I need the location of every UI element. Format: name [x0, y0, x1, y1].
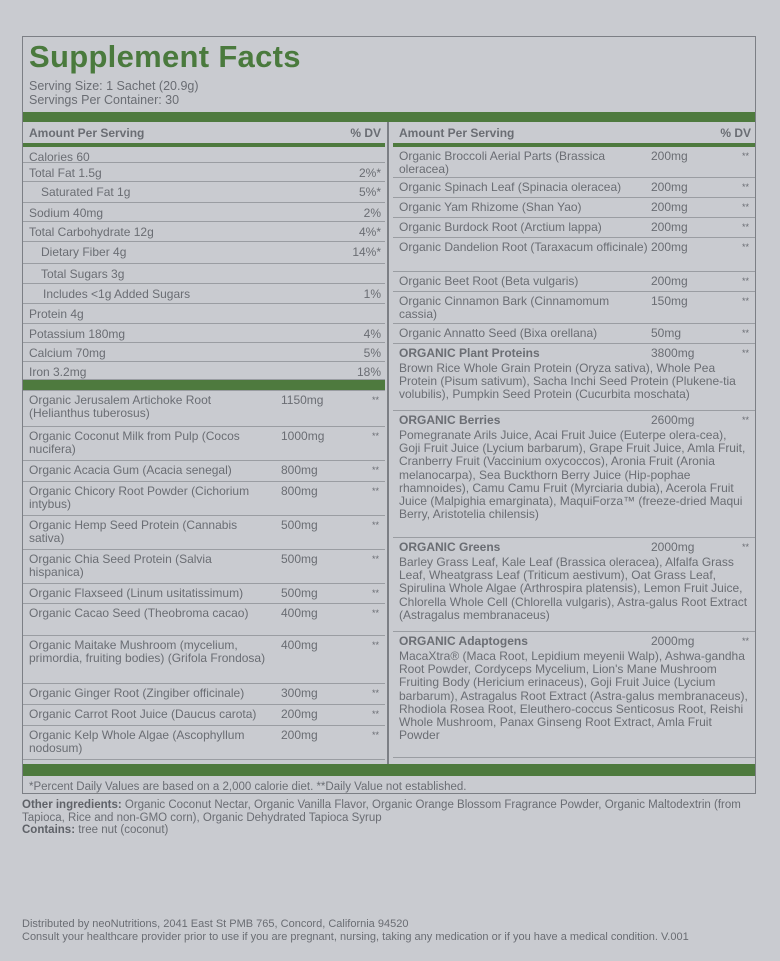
servings-per-container: Servings Per Container: 30: [29, 93, 180, 107]
ingredient-row: [23, 516, 385, 550]
nutrient-row: [23, 147, 385, 163]
blend-amount: 2000mg: [651, 540, 695, 554]
nutrient-row: [23, 242, 385, 264]
ingredient-name: Organic Acacia Gum (Acacia senegal): [29, 463, 232, 477]
nutrient-row: [23, 324, 385, 343]
dv-heading: % DV: [720, 126, 751, 140]
ingredient-name: Organic Beet Root (Beta vulgaris): [399, 274, 579, 288]
panel-title: Supplement Facts: [29, 39, 301, 74]
ingredient-row: [23, 726, 385, 760]
right-column-header: [393, 122, 755, 147]
ingredient-name: Organic Spinach Leaf (Spinacia oleracea): [399, 180, 622, 194]
blend-dv-marker: **: [741, 542, 749, 552]
nutrient-dv: 5%*: [358, 185, 381, 199]
nutrient-dv: 18%: [356, 365, 381, 379]
ingredient-amount: 500mg: [281, 586, 318, 600]
header-bar: [23, 112, 755, 122]
ingredient-amount: 300mg: [281, 686, 318, 700]
other-ingredients-label: Other ingredients:: [22, 799, 122, 811]
ingredient-dv-marker: **: [371, 608, 379, 618]
ingredient-row: [23, 482, 385, 516]
ingredient-row: [393, 198, 755, 218]
ingredient-row: [23, 550, 385, 584]
blend-block: [393, 632, 755, 758]
ingredient-row: [393, 147, 755, 178]
blend-block: [393, 538, 755, 632]
serving-size: Serving Size: 1 Sachet (20.9g): [29, 79, 199, 93]
nutrient-row: [23, 163, 385, 182]
ingredient-amount: 1150mg: [281, 393, 324, 407]
nutrient-dv: 5%: [363, 346, 381, 360]
left-column-header: [23, 122, 385, 147]
nutrient-dv: 4%: [363, 327, 381, 341]
other-ingredients-text: Organic Coconut Nectar, Organic Vanilla Flavor, Organic Orange Blossom Fragrance Powder, Organic Maltodextrin (from Tapioca, Rice and non-GMO corn), Organic Dehydrated Tapioca Syrup: [22, 799, 741, 824]
blend-block: [393, 411, 755, 538]
nutrient-row: [23, 304, 385, 324]
ingredient-amount: 50mg: [651, 326, 682, 340]
blend-name: ORGANIC Greens: [399, 540, 501, 554]
ingredient-row: [23, 461, 385, 482]
contains-text: tree nut (coconut): [75, 824, 169, 836]
ingredient-row: [393, 324, 755, 344]
blend-description: Barley Grass Leaf, Kale Leaf (Brassica oleracea), Alfalfa Grass Leaf, Wheatgrass Leaf (Triticum aestivum), Oat Grass Leaf, Spirulina Whole Algae (Arthrospira platensis), Lemon Fruit Juice, Chlorella Whole Cell (Chlorella vulgaris), Astra-galus Root Extract (Astragalus membranaceus): [399, 555, 748, 622]
ingredient-dv-marker: **: [371, 486, 379, 496]
left-column: [23, 122, 385, 760]
nutrient-list: [23, 147, 385, 380]
ingredient-name: Organic Cacao Seed (Theobroma cacao): [29, 606, 249, 620]
nutrient-name: Saturated Fat 1g: [41, 185, 131, 199]
ingredient-row: [23, 391, 385, 427]
ingredient-name: Organic Kelp Whole Algae (Ascophyllum nodosum): [29, 728, 245, 755]
blend-header: [399, 541, 749, 555]
ingredient-dv-marker: **: [741, 276, 749, 286]
blend-header: [399, 414, 749, 428]
column-divider: [387, 122, 389, 764]
nutrient-name: Total Fat 1.5g: [29, 166, 102, 180]
ingredient-dv-marker: **: [741, 202, 749, 212]
blend-amount: 2000mg: [651, 634, 695, 648]
footer-bar: [23, 764, 755, 776]
ingredient-dv-marker: **: [371, 588, 379, 598]
nutrient-name: Calcium 70mg: [29, 346, 106, 360]
ingredient-row: [393, 218, 755, 238]
nutrient-dv: 2%: [363, 206, 381, 220]
nutrient-row: [23, 264, 385, 284]
ingredient-amount: 500mg: [281, 552, 318, 566]
ingredient-row: [393, 238, 755, 272]
blend-description: Brown Rice Whole Grain Protein (Oryza sativa), Whole Pea Protein (Pisum sativum), Sacha Inchi Seed Protein (Plukene-tia volubilis), Pumpkin Seed Protein (Cucurbita moschata): [399, 361, 736, 402]
ingredient-name: Organic Coconut Milk from Pulp (Cocos nucifera): [29, 429, 240, 456]
blend-dv-marker: **: [741, 348, 749, 358]
ingredient-dv-marker: **: [371, 554, 379, 564]
ingredient-amount: 1000mg: [281, 429, 325, 443]
ingredient-dv-marker: **: [371, 730, 379, 740]
right-column: [393, 122, 755, 758]
nutrient-name: Includes <1g Added Sugars: [43, 287, 191, 301]
blend-amount: 2600mg: [651, 413, 695, 427]
ingredient-name: Organic Chia Seed Protein (Salvia hispanica): [29, 552, 212, 579]
blend-dv-marker: **: [741, 636, 749, 646]
nutrient-row: [23, 222, 385, 242]
ingredient-amount: 200mg: [281, 707, 318, 721]
nutrient-row: [23, 203, 385, 222]
ingredient-name: Organic Dandelion Root (Taraxacum officinale): [399, 240, 648, 254]
nutrient-row: [23, 343, 385, 362]
nutrient-name: Protein 4g: [29, 307, 84, 321]
distribution-info: [22, 918, 762, 944]
ingredient-amount: 200mg: [651, 180, 688, 194]
ingredient-name: Organic Burdock Root (Arctium lappa): [399, 220, 602, 234]
right-ingredient-list: [393, 147, 755, 344]
ingredient-amount: 200mg: [651, 274, 688, 288]
blend-name: ORGANIC Plant Proteins: [399, 346, 540, 360]
nutrient-name: Total Sugars 3g: [41, 267, 125, 281]
nutrient-name: Iron 3.2mg: [29, 365, 87, 379]
ingredient-name: Organic Flaxseed (Linum usitatissimum): [29, 586, 244, 600]
ingredient-row: [393, 178, 755, 198]
blend-header: [399, 347, 749, 361]
ingredient-dv-marker: **: [371, 465, 379, 475]
ingredient-name: Organic Ginger Root (Zingiber officinale): [29, 686, 245, 700]
nutrient-row: [23, 284, 385, 304]
ingredient-name: Organic Yam Rhizome (Shan Yao): [399, 200, 582, 214]
blend-dv-marker: **: [741, 415, 749, 425]
ingredient-dv-marker: **: [371, 709, 379, 719]
blend-header: [399, 635, 749, 649]
distributor-line: Distributed by neoNutritions, 2041 East St PMB 765, Concord, California 94520: [22, 918, 409, 930]
ingredient-name: Organic Hemp Seed Protein (Cannabis sativa): [29, 518, 238, 545]
consult-warning: Consult your healthcare provider prior to use if you are pregnant, nursing, taking any medication or if you have a medical condition. V.001: [22, 931, 689, 943]
ingredient-dv-marker: **: [371, 431, 379, 441]
ingredient-row: [23, 427, 385, 461]
nutrient-dv: 2%*: [358, 166, 381, 180]
ingredient-dv-marker: **: [741, 242, 749, 252]
ingredient-dv-marker: **: [741, 222, 749, 232]
ingredient-amount: 400mg: [281, 606, 318, 620]
blend-name: ORGANIC Berries: [399, 413, 501, 427]
ingredient-amount: 200mg: [651, 149, 688, 163]
blend-name: ORGANIC Adaptogens: [399, 634, 528, 648]
nutrient-name: Total Carbohydrate 12g: [29, 225, 154, 239]
section-divider-bar: [23, 380, 385, 391]
blend-block: [393, 344, 755, 411]
nutrient-dv: 4%*: [358, 225, 381, 239]
amount-per-serving-heading: Amount Per Serving: [29, 126, 145, 140]
ingredient-name: Organic Maitake Mushroom (mycelium, primordia, fruiting bodies) (Grifola Frondosa): [29, 638, 266, 665]
ingredient-name: Organic Cinnamon Bark (Cinnamomum cassia): [399, 294, 610, 321]
nutrient-name: Calories 60: [29, 150, 90, 164]
ingredient-amount: 200mg: [651, 200, 688, 214]
contains-label: Contains:: [22, 824, 76, 836]
ingredient-row: [23, 636, 385, 684]
ingredient-dv-marker: **: [741, 151, 749, 161]
ingredient-dv-marker: **: [371, 640, 379, 650]
nutrient-name: Dietary Fiber 4g: [41, 245, 127, 259]
ingredient-dv-marker: **: [741, 182, 749, 192]
blend-description: MacaXtra® (Maca Root, Lepidium meyenii Walp), Ashwa-gandha Root Powder, Cordyceps Mycelium, Lion's Mane Mushroom Fruiting Body (Hericium erinaceus), Goji Fruit Juice (Lycium barbarum), Astragalus Root Extract (Astra-galus membranaceus), Rhodiola Rosea Root, Eleuthero-coccus Senticosus Root, Reishi Whole Mushroom, Panax Ginseng Root Extract, Amla Fruit Powder: [399, 649, 748, 743]
blend-list: [393, 344, 755, 758]
ingredient-amount: 200mg: [651, 240, 688, 254]
ingredient-name: Organic Carrot Root Juice (Daucus carota): [29, 707, 257, 721]
ingredient-amount: 150mg: [651, 294, 688, 308]
ingredient-dv-marker: **: [371, 395, 379, 405]
ingredient-amount: 400mg: [281, 638, 318, 652]
other-ingredients: [22, 799, 758, 837]
ingredient-dv-marker: **: [741, 328, 749, 338]
nutrient-dv: 14%*: [352, 245, 381, 259]
left-ingredient-list: [23, 391, 385, 760]
ingredient-amount: 800mg: [281, 463, 318, 477]
amount-per-serving-heading: Amount Per Serving: [399, 126, 515, 140]
dv-heading: % DV: [350, 126, 381, 140]
supplement-facts-panel: [22, 36, 756, 794]
ingredient-name: Organic Annatto Seed (Bixa orellana): [399, 326, 598, 340]
ingredient-row: [23, 705, 385, 726]
ingredient-name: Organic Jerusalem Artichoke Root (Helianthus tuberosus): [29, 393, 212, 420]
ingredient-amount: 200mg: [651, 220, 688, 234]
ingredient-row: [23, 604, 385, 636]
nutrient-name: Sodium 40mg: [29, 206, 104, 220]
ingredient-row: [23, 584, 385, 604]
ingredient-dv-marker: **: [371, 688, 379, 698]
nutrient-dv: 1%: [363, 287, 381, 301]
nutrient-row: [23, 362, 385, 380]
daily-value-footnote: *Percent Daily Values are based on a 2,000 calorie diet. **Daily Value not established.: [29, 781, 467, 793]
blend-description: Pomegranate Arils Juice, Acai Fruit Juice (Euterpe olera-cea), Goji Fruit Juice (Lycium barbarum), Grape Fruit Juice, Amla Fruit, Cranberry Fruit (Vaccinium oxycoccos), Aronia Fruit (Aronia melanocarpa), Sea Buckthorn Berry Juice (Hip-pophae rhamnoides), Camu Camu Fruit (Myrciaria dubia), Acerola Fruit Juice (Malpighia emarginata), MaquiForza™ (freeze-dried Maqui Berry, Aristotelia chilensis): [399, 428, 746, 522]
ingredient-amount: 200mg: [281, 728, 318, 742]
ingredient-amount: 800mg: [281, 484, 318, 498]
nutrient-row: [23, 182, 385, 203]
nutrient-name: Potassium 180mg: [29, 327, 126, 341]
ingredient-row: [393, 292, 755, 324]
ingredient-row: [23, 684, 385, 705]
ingredient-name: Organic Broccoli Aerial Parts (Brassica oleracea): [399, 149, 606, 176]
blend-amount: 3800mg: [651, 346, 695, 360]
ingredient-amount: 500mg: [281, 518, 318, 532]
ingredient-dv-marker: **: [741, 296, 749, 306]
ingredient-dv-marker: **: [371, 520, 379, 530]
ingredient-row: [393, 272, 755, 292]
ingredient-name: Organic Chicory Root Powder (Cichorium intybus): [29, 484, 250, 511]
